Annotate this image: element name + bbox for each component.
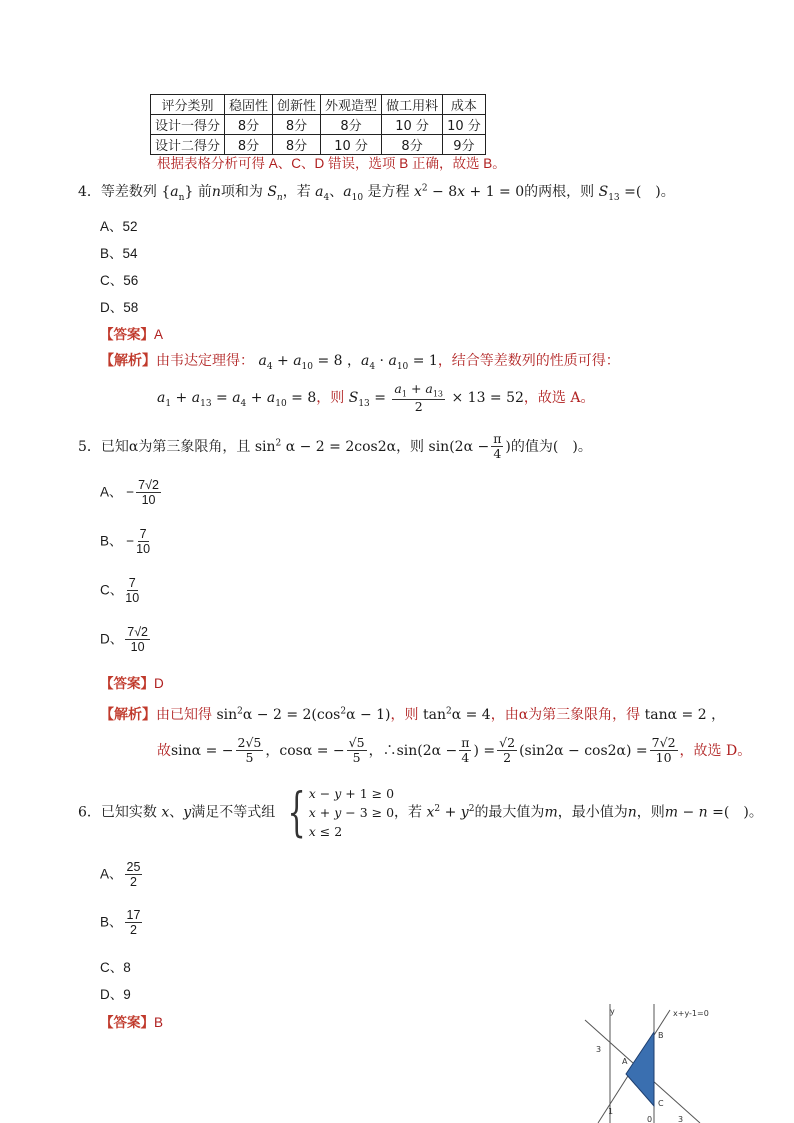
table-cell: 10 分 [382,115,443,135]
question-text: 项和为 [220,184,263,200]
table-header-cell: 做工用料 [382,95,443,115]
option-b: B、 − $\frac{7}{10}$ [100,527,151,557]
table-cell: 8分 [321,115,382,135]
option-d: D、58 [100,300,139,315]
option-label: B、 [100,914,123,930]
answer-label: 【答案】 [100,676,154,691]
axis-y-label: y [610,1007,615,1016]
feasible-region [626,1032,654,1106]
question-text: ( )。 [723,804,763,821]
math: sin(2α − $\frac{\pi}{4}$ ) [428,431,511,462]
analysis-text: ，故选 A。 [523,390,595,407]
analysis-text: ，结合等差数列的性质可得： [437,353,620,369]
tick-label: 1 [608,1107,614,1116]
analysis-text: ，则 [390,707,419,723]
math: $\{a_n\}$ [161,184,194,203]
option-b: B、54 [100,246,138,261]
option-b: B、 $\frac{17}{2}$ [100,908,141,938]
option-a: A、 − $\frac{7√2}{10}$ [100,478,159,508]
analysis-text: ，则 [316,390,345,407]
analysis-label: 【解析】 [100,353,156,369]
option-label: D、 [100,631,124,647]
option-label: C、 [100,582,124,598]
question-text: ，则 [636,804,665,821]
table-cell: 8分 [273,135,321,155]
math: $x^2 - 8x + 1 = 0$ [413,183,525,200]
question-text: 的值为( )。 [510,438,592,455]
table-header-cell: 创新性 [273,95,321,115]
table-header-cell: 稳固性 [225,95,273,115]
table-conclusion: 根据表格分析可得 A、C、D 错误，选项 B 正确，故选 B。 [157,156,506,171]
math: $\sin^2 \alpha - 2 = 2\cos 2\alpha$ [254,438,397,455]
question-number: 4． [78,184,101,200]
option-d: D、9 [100,987,131,1002]
table-header-cell: 评分类别 [151,95,225,115]
feasible-region-graph [580,1000,720,1123]
analysis-line: 【解析】由已知得 $\sin^2\alpha - 2 = 2(\cos^2\alpha - 1)$，则 $\tan^2\alpha = 4$，由α为第三象限角，得 tanα = 2 ， [100,706,726,723]
analysis-text: 故 [157,742,171,759]
table-cell: 9分 [443,135,486,155]
analysis-formula: $a_1 + a_{13} = a_4 + a_{10} = 8$，则 $S_{13}$ = $\frac{a_1 + a_{13}}{2}$ × 13 = 52，故选 A。 [157,381,595,414]
question-number: 5． [78,438,101,455]
answer-value: A [154,327,164,342]
question-text: 前 [197,184,212,200]
answer-label: 【答案】 [100,327,154,342]
answer-value: B [154,1015,164,1030]
table-header-cell: 成本 [443,95,486,115]
question-text: 已知实数 [100,804,157,821]
tick-label: 3 [678,1115,684,1123]
table-cell: 10 分 [321,135,382,155]
answer-line [100,323,163,343]
point-c-label: C [658,1099,664,1108]
question-text: ，若 [394,804,423,821]
table-cell: 8分 [273,115,321,135]
option-label: A、 [100,484,123,500]
inequality-system: { x − y + 1 ≥ 0 x + y − 3 ≥ 0 x ≤ 2 [287,782,395,843]
question-text: ，若 [282,184,311,200]
tick-label: 3 [596,1045,602,1054]
line-label: x+y-1=0 [673,1009,709,1018]
question-text: ，则 [396,438,425,455]
answer-line [100,672,164,692]
option-a: A、52 [100,219,138,234]
question-text: 的最大值为 [474,804,545,821]
analysis-text: 由已知得 [156,707,212,723]
question-text: 是方程 [367,184,410,200]
option-label: A、 [100,866,123,882]
question-6-stem: 6．已知实数 x、y满足不等式组 { x − y + 1 ≥ 0 x + y − 3 ≥ 0 x ≤ 2 ，若 $x^2 + y^2$的最大值为m，最小值为n，则m − n =( )。 [78,782,763,843]
question-4-stem: 4．等差数列 $\{a_n\}$ 前n项和为 $S_n$，若 $a_4$、$a_{10}$ 是方程 $x^2 - 8x + 1 = 0$的两根，则 $S_{13}$ =( )。 [78,183,675,203]
table-header-row [151,95,486,115]
question-text: ，最小值为 [557,804,628,821]
option-c: C、8 [100,960,131,975]
analysis-label: 【解析】 [100,707,156,723]
question-text: ( )。 [635,184,675,200]
answer-label: 【答案】 [100,1015,154,1030]
question-text: 的两根，则 [524,184,595,200]
answer-value: D [154,676,164,691]
option-a: A、 $\frac{25}{2}$ [100,860,141,890]
table-cell: 8分 [382,135,443,155]
table-cell: 8分 [225,115,273,135]
point-b-label: B [658,1031,664,1040]
analysis-text: ，故选 D。 [679,742,752,759]
option-d: D、 $\frac{7√2}{10}$ [100,625,149,655]
fraction: $\frac{a_1 + a_{13}}{2}$ [394,381,444,414]
option-c: C、56 [100,273,139,288]
tick-label: 0 [647,1115,653,1123]
table-row [151,115,486,135]
question-text: 满足不等式组 [191,804,276,821]
table-header-cell: 外观造型 [321,95,382,115]
table-cell: 设计二得分 [151,135,225,155]
analysis-line: 【解析】由韦达定理得： $a_4 + a_{10} = 8$ ，$a_4 \cdot a_{10} = 1$，结合等差数列的性质可得： [100,353,620,372]
question-number: 6． [78,804,101,821]
answer-line [100,1011,163,1031]
analysis-text: ，由α为第三象限角，得 [490,707,641,723]
analysis-formula: 故sinα = − $\frac{2√5}{5}$ ，cosα = − $\frac{√5}{5}$ ，∴sin(2α − $\frac{\pi}{4}$ ) = $\frac{√2}{2}$ (sin2α − cos2α) = $\frac{7√2}{10}$ ，故选 D。 [157,735,752,766]
table-cell: 设计一得分 [151,115,225,135]
option-label: B、 [100,533,123,549]
scoring-table [150,94,486,155]
analysis-text: 由韦达定理得： [156,353,254,369]
option-c: C、 $\frac{7}{10}$ [100,576,140,606]
question-text: 已知α为第三象限角，且 [100,438,251,455]
question-text: 等差数列 [100,184,157,200]
point-a-label: A [622,1057,628,1066]
table-cell: 10 分 [443,115,486,135]
table-cell: 8分 [225,135,273,155]
question-5-stem [78,432,592,462]
